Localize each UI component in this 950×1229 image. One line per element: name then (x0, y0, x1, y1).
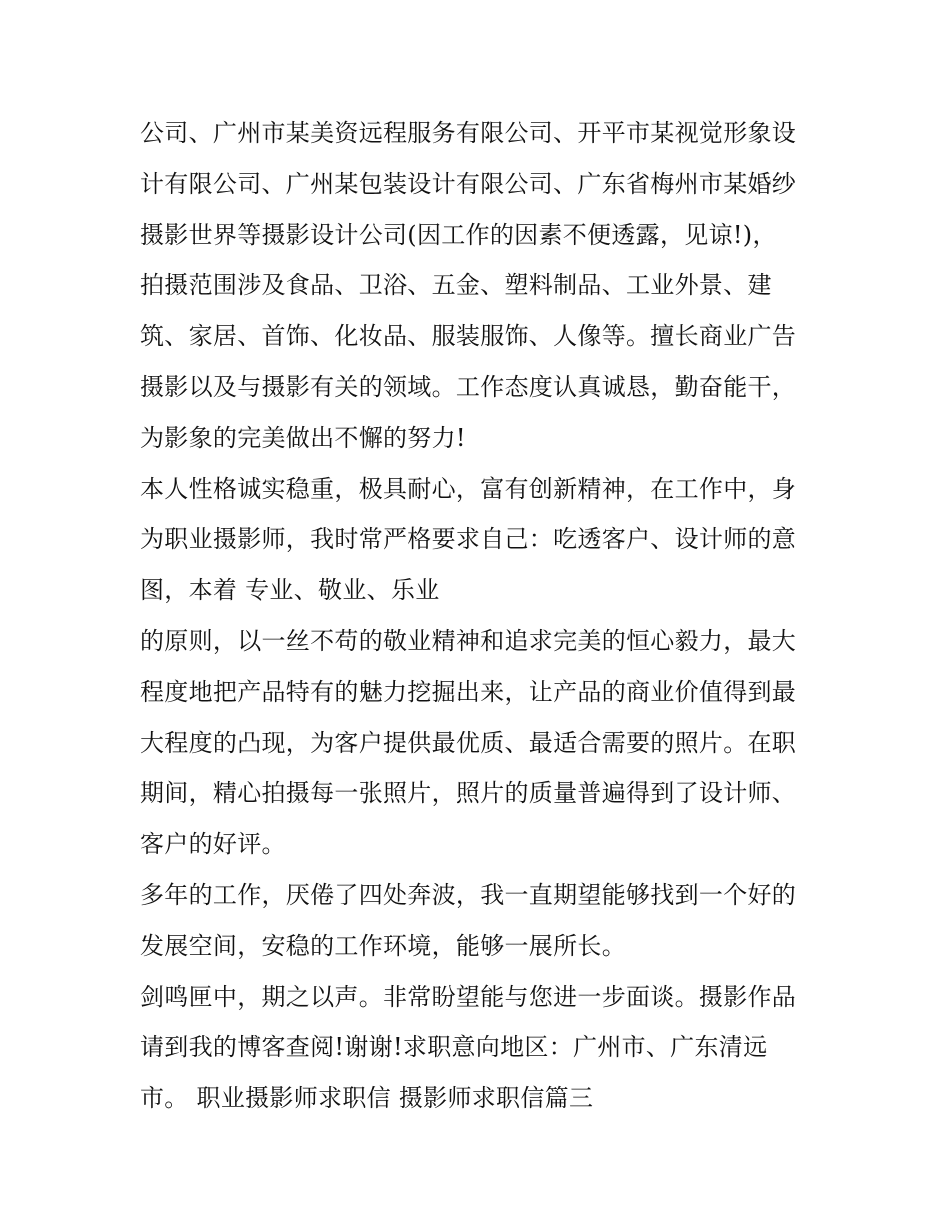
text-line: 请到我的博客查阅!谢谢!求职意向地区：广州市、广东清远 (140, 1033, 768, 1062)
text-line: 为职业摄影师，我时常严格要求自己：吃透客户、设计师的意 (140, 525, 797, 554)
text-line: 计有限公司、广州某包装设计有限公司、广东省梅州市某婚纱 (140, 169, 797, 198)
text-line: 本人性格诚实稳重，极具耐心，富有创新精神，在工作中，身 (140, 474, 797, 503)
text-line: 大程度的凸现，为客户提供最优质、最适合需要的照片。在职 (140, 728, 797, 757)
document-body (140, 108, 830, 1124)
text-line: 发展空间，安稳的工作环境，能够一展所长。 (140, 931, 626, 960)
text-line: 多年的工作，厌倦了四处奔波，我一直期望能够找到一个好的 (140, 880, 797, 909)
text-line: 摄影世界等摄影设计公司(因工作的因素不便透露，见谅!)， (140, 220, 777, 249)
text-line: 的原则，以一丝不苟的敬业精神和追求完美的恒心毅力，最大 (140, 626, 797, 655)
text-line: 摄影以及与摄影有关的领域。工作态度认真诚恳，勤奋能干， (140, 372, 797, 401)
text-line: 筑、家居、首饰、化妆品、服装服饰、人像等。擅长商业广告 (140, 322, 797, 351)
text-line: 公司、广州市某美资远程服务有限公司、开平市某视觉形象设 (140, 119, 797, 147)
text-line: 期间，精心拍摄每一张照片，照片的质量普遍得到了设计师、 (140, 779, 797, 808)
text-line: 市。 职业摄影师求职信 摄影师求职信篇三 (140, 1084, 594, 1113)
text-line: 剑鸣匣中，期之以声。非常盼望能与您进一步面谈。摄影作品 (140, 982, 797, 1011)
text-line: 图，本着 专业、敬业、乐业 (140, 576, 440, 605)
text-line: 客户的好评。 (140, 830, 286, 859)
text-line: 拍摄范围涉及食品、卫浴、五金、塑料制品、工业外景、建 (140, 271, 772, 300)
text-line: 程度地把产品特有的魅力挖掘出来，让产品的商业价值得到最 (140, 677, 797, 706)
text-line: 为影象的完美做出不懈的努力! (140, 423, 466, 452)
